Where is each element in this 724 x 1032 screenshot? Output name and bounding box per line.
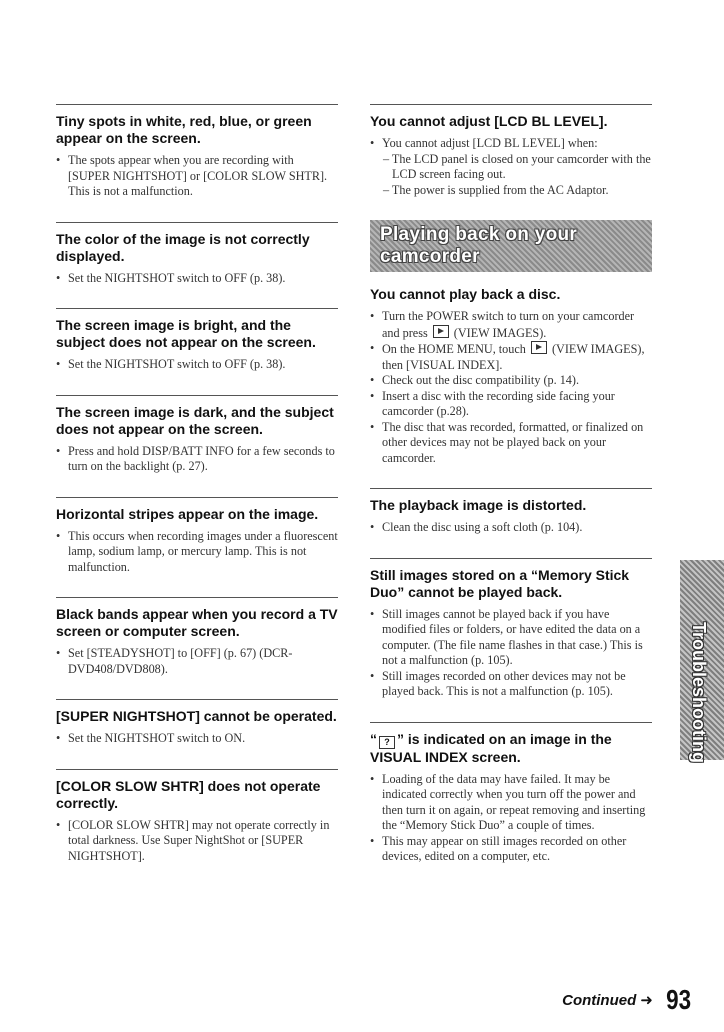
bullet-text: You cannot adjust [LCD BL LEVEL] when: [382, 136, 598, 150]
section-playback-distorted [370, 488, 652, 536]
section-heading: Horizontal stripes appear on the image. [56, 505, 319, 522]
bullet-item: • Check out the disc compatibility (p. 14). [370, 373, 652, 389]
right-column [370, 104, 652, 887]
bullet-item: • Set the NIGHTSHOT switch to OFF (p. 38). [56, 357, 338, 373]
section-screen-dark [56, 395, 338, 475]
bullet-item: • This occurs when recording images under a fluorescent lamp, sodium lamp, or mercury lamp. This is not malfunction. [56, 529, 338, 576]
bullet-item [370, 136, 652, 198]
troubleshooting-side-tab [680, 560, 724, 763]
section-heading: Tiny spots in white, red, blue, or green appear on the screen. [56, 113, 312, 146]
section-heading: Still images stored on a “Memory Stick Duo” cannot be played back. [370, 566, 630, 600]
bullet-item: • Insert a disc with the recording side facing your camcorder (p.28). [370, 389, 652, 420]
bullet-item [370, 341, 652, 373]
question-mark-icon: ? [379, 736, 395, 749]
bullet-item: • Set the NIGHTSHOT switch to ON. [56, 731, 338, 747]
section-heading: [SUPER NIGHTSHOT] cannot be operated. [56, 708, 337, 724]
section-super-nightshot [56, 699, 338, 747]
bullet-item [370, 309, 652, 341]
section-play-disc [370, 286, 652, 466]
bullet-item: • The spots appear when you are recording with [SUPER NIGHTSHOT] or [COLOR SLOW SHTR]. This is not a malfunction. [56, 153, 338, 200]
bullet-item: • Press and hold DISP/BATT INFO for a few seconds to turn on the backlight (p. 27). [56, 444, 338, 475]
side-tab-label: Troubleshooting [689, 622, 709, 763]
bullet-text: On the HOME MENU, touch [382, 342, 526, 356]
bullet-item: • This may appear on still images recorded on other devices, edited on a computer, etc. [370, 834, 652, 865]
bullet-text: Turn the POWER switch to turn on your camcorder and press [382, 309, 635, 340]
heading-quote: “ [370, 730, 377, 747]
section-screen-bright [56, 308, 338, 373]
sub-item: – The LCD panel is closed on your camcorder with the LCD screen facing out. [383, 151, 651, 181]
bullet-item: • Loading of the data may have failed. It may be indicated correctly when you turn off the power and then turn it on again, or repeat removing and inserting the “Memory Stick Duo” a couple of times. [370, 772, 652, 834]
section-heading: The playback image is distorted. [370, 497, 587, 513]
section-tiny-spots [56, 104, 338, 200]
bullet-item: • Set the NIGHTSHOT switch to OFF (p. 38). [56, 271, 338, 287]
bullet-item: • Still images cannot be played back if you have modified files or folders, or have edited the data on a computer. (The file name flashes in that case.) This is not a malfunction (p. 105). [370, 607, 652, 669]
bullet-item: • Set [STEADYSHOT] to [OFF] (p. 67) (DCR- DVD408/DVD808). [56, 646, 338, 677]
section-heading: You cannot play back a disc. [370, 286, 561, 302]
section-black-bands [56, 597, 338, 677]
page-number: 93 [665, 984, 691, 1015]
continued-label: Continued [562, 992, 637, 1009]
bullet-item: • [COLOR SLOW SHTR] may not operate correctly in total darkness. Use Super NightShot or [SUPER NIGHTSHOT]. [56, 818, 338, 865]
section-color-slow-shtr [56, 769, 338, 865]
section-horizontal-stripes [56, 497, 338, 576]
section-visual-index [370, 722, 652, 865]
heading-text: ” is indicated on an image in the VISUAL INDEX screen. [370, 730, 612, 765]
arrow-right-icon: ➜ [640, 993, 653, 1009]
section-heading: Black bands appear when you record a TV screen or computer screen. [56, 606, 338, 639]
bullet-text: (VIEW IMAGES). [453, 325, 547, 340]
section-memory-stick [370, 558, 652, 700]
bullet-item: • Still images recorded on other devices may not be played back. This is not a malfunction (p. 105). [370, 669, 652, 700]
section-heading: You cannot adjust [LCD BL LEVEL]. [370, 113, 608, 129]
section-heading: The screen image is dark, and the subject does not appear on the screen. [56, 403, 334, 437]
chapter-banner: Playing back on your camcorder [370, 220, 652, 272]
bullet-item: • Clean the disc using a soft cloth (p. 104). [370, 520, 652, 536]
section-heading: [COLOR SLOW SHTR] does not operate correctly. [56, 777, 321, 811]
bullet-text: (VIEW IMAGES), then [VISUAL INDEX]. [382, 342, 645, 372]
view-images-icon [531, 341, 547, 354]
bullet-item: • The disc that was recorded, formatted, or finalized on other devices may not be played back on your camcorder. [370, 420, 652, 467]
section-lcd-bl-level [370, 104, 652, 198]
view-images-icon [433, 325, 449, 338]
section-heading: The screen image is bright, and the subject does not appear on the screen. [56, 317, 316, 350]
section-heading [370, 731, 652, 766]
left-column [56, 104, 338, 886]
section-color-not-displayed [56, 222, 338, 287]
page-footer [562, 984, 694, 1024]
section-heading: The color of the image is not correctly displayed. [56, 230, 310, 264]
sub-item: – The power is supplied from the AC Adaptor. [383, 182, 609, 197]
